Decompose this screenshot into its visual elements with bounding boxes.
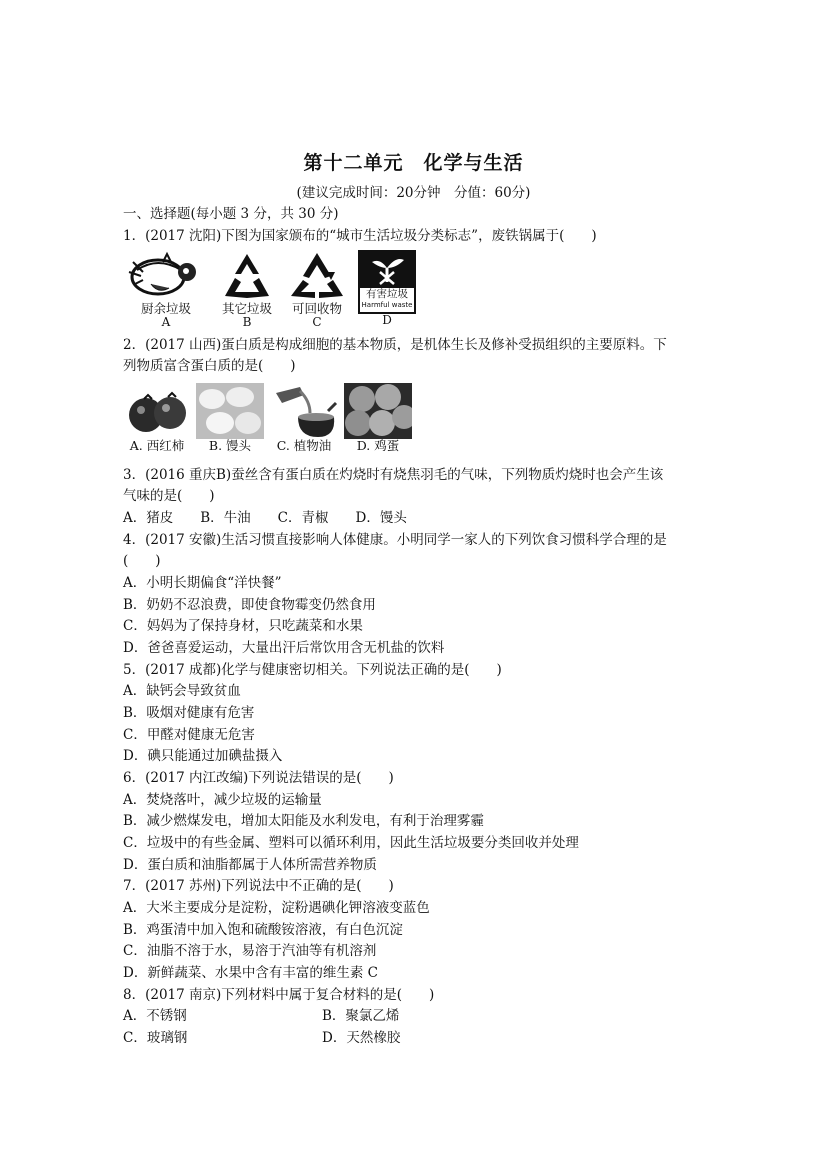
q5-stem: 5．(2017 成都)化学与健康密切相关。下列说法正确的是( ) [123,662,502,678]
page-title: 第十二单元 化学与生活 [303,152,524,174]
q1-option-a-letter: A [161,315,171,329]
q5-option-b: B．吸烟对健康有危害 [123,705,255,721]
q1-option-c-caption: 可回收物 [291,301,342,316]
q2-stem-line1: 2．(2017 山西)蛋白质是构成细胞的基本物质，是机体生长及修补受损组织的主要原料。下 [123,337,667,353]
q4-stem-line2: ( ) [123,553,161,569]
q7-option-c: C．油脂不溶于水，易溶于汽油等有机溶剂 [123,943,377,959]
q1-option-b-letter: B [242,315,252,329]
q7-option-a: A．大米主要成分是淀粉，淀粉遇碘化钾溶液变蓝色 [123,900,430,916]
q1-options [123,250,419,329]
q5-option-d: D．碘只能通过加碘盐摄入 [123,748,283,764]
q8-option-c: C．玻璃钢 [123,1030,188,1046]
other-waste-icon [217,250,277,302]
q1-option-d-sub: Harmful waste [361,301,413,309]
q1-stem: 1．(2017 沈阳)下图为国家颁布的“城市生活垃圾分类标志”，废铁锅属于( ) [123,228,597,244]
q3-stem-line2: 气味的是( ) [123,488,215,504]
q2-option-b-caption: B. 馒头 [208,438,252,453]
q1-option-c [285,250,349,329]
q7-stem: 7．(2017 苏州)下列说法中不正确的是( ) [123,878,394,894]
q4-option-d: D．爸爸喜爱运动，大量出汗后常饮用含无机盐的饮料 [123,640,445,656]
q4-option-b: B．奶奶不忍浪费，即使食物霉变仍然食用 [123,597,376,613]
q4-option-a: A．小明长期偏食“洋快餐” [123,575,282,591]
q2-option-c-caption: C. 植物油 [276,438,332,453]
q2-option-a [123,383,191,453]
q1-option-a [123,250,209,329]
q1-option-d-caption: 有害垃圾 [366,288,408,300]
q6-option-b: B．减少燃煤发电，增加太阳能及水利发电，有利于治理雾霾 [123,813,484,829]
q7-option-b: B．鸡蛋清中加入饱和硫酸铵溶液，有白色沉淀 [123,922,403,938]
q1-option-d-letter: D [382,313,392,327]
q1-option-a-caption: 厨余垃圾 [140,301,191,316]
q1-option-c-letter: C [312,315,322,329]
steamed-bun-image [196,383,264,439]
q3-stem-line1: 3．(2016 重庆B)蚕丝含有蛋白质在灼烧时有烧焦羽毛的气味，下列物质灼烧时也会产生该 [123,467,664,483]
q6-option-d: D．蛋白质和油脂都属于人体所需营养物质 [123,857,377,873]
q2-option-d-caption: D. 鸡蛋 [356,438,400,453]
q6-stem: 6．(2017 内江改编)下列说法错误的是( ) [123,770,394,786]
q2-option-c [269,383,339,453]
q5-option-c: C．甲醛对健康无危害 [123,727,255,743]
eggs-image [344,383,412,439]
section-heading: 一、选择题(每小题 3 分，共 30 分) [123,206,339,222]
q2-options [123,383,413,453]
q6-option-c: C．垃圾中的有些金属、塑料可以循环利用，因此生活垃圾要分类回收并处理 [123,835,579,851]
q2-option-d [343,383,413,453]
q2-option-b [195,383,265,453]
q1-option-b-caption: 其它垃圾 [221,301,272,316]
harmful-waste-icon [360,252,414,288]
q8-option-b: B．聚氯乙烯 [322,1008,400,1024]
vegetable-oil-image [270,383,338,439]
q1-option-d [355,250,419,329]
tomato-image [124,383,190,439]
q8-option-a: A．不锈钢 [123,1008,187,1024]
q8-option-d: D．天然橡胶 [322,1030,401,1046]
page-subtitle: (建议完成时间：20分钟 分值：60分) [296,185,531,201]
recycle-icon [287,250,347,302]
q2-option-a-caption: A. 西红柿 [129,438,185,453]
q1-option-b [215,250,279,329]
q5-option-a: A．缺钙会导致贫血 [123,683,241,699]
q4-option-c: C．妈妈为了保持身材，只吃蔬菜和水果 [123,618,363,634]
q8-stem: 8．(2017 南京)下列材料中属于复合材料的是( ) [123,987,435,1003]
q3-options: A．猪皮 B．牛油 C．青椒 D．馒头 [123,510,407,526]
q7-option-d: D．新鲜蔬菜、水果中含有丰富的维生素 C [123,965,378,981]
food-waste-icon [123,250,209,302]
q6-option-a: A．焚烧落叶，减少垃圾的运输量 [123,792,322,808]
q2-stem-line2: 列物质富含蛋白质的是( ) [123,358,296,374]
q4-stem-line1: 4．(2017 安徽)生活习惯直接影响人体健康。小明同学一家人的下列饮食习惯科学合理的是 [123,532,667,548]
